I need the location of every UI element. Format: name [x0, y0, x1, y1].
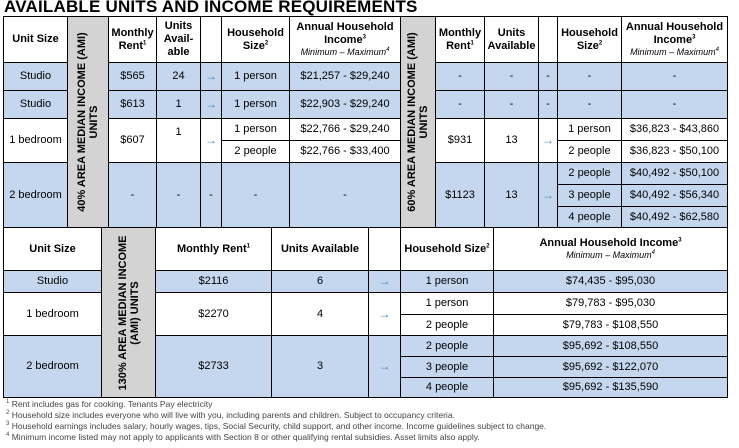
- ami40-row1-unit: Studio: [3, 62, 68, 91]
- arrow-icon: →: [200, 90, 222, 119]
- ami60-row3-income2: $36,823 - $50,100: [621, 140, 728, 163]
- ami40-row2-rent: $613: [108, 90, 157, 119]
- header-units-avail-40: Units Avail-able: [156, 16, 201, 63]
- ami130-row2-rent: $2270: [155, 292, 272, 336]
- ami60-row2-rent: -: [435, 90, 485, 119]
- ami40-row4-income: -: [289, 162, 401, 228]
- ami130-row2-income2: $79,783 - $108,550: [493, 314, 728, 336]
- ami60-row4-units: 13: [484, 162, 539, 228]
- ami130-row1-unit: Studio: [3, 270, 102, 293]
- ami40-row1-rent: $565: [108, 62, 157, 91]
- ami130-row1-income: $74,435 - $95,030: [493, 270, 728, 293]
- header-annual-income-130: Annual Household Income$^3$ Minimum – Maximum$^4$: [493, 227, 728, 271]
- ami60-row4-income3: $40,492 - $62,580: [621, 206, 728, 228]
- arrow-icon: →: [200, 118, 222, 163]
- ami60-row1-arrow: -: [538, 62, 558, 91]
- ami40-row1-income: $21,257 - $29,240: [289, 62, 401, 91]
- ami130-row3-income3: $95,692 - $135,590: [493, 377, 728, 398]
- ami130-row3-unit: 2 bedroom: [3, 335, 102, 398]
- header-arrow-spacer-40: [200, 16, 222, 63]
- header-annual-income-60: Annual Household Income$^3$ Minimum – Maximum$^4$: [621, 16, 728, 63]
- ami40-row3-income1: $22,766 - $29,240: [289, 118, 401, 141]
- ami-130-label-cell: [101, 227, 156, 398]
- ami130-row2-unit: 1 bedroom: [3, 292, 102, 336]
- ami40-row3-unit: 1 bedroom: [3, 118, 68, 163]
- ami130-row1-hh: 1 person: [400, 270, 494, 293]
- ami40-row4-unit: 2 bedroom: [3, 162, 68, 228]
- ami40-row2-income: $22,903 - $29,240: [289, 90, 401, 119]
- footnote-1: $^1$ Rent includes gas for cooking. Tenants Pay electricity: [6, 399, 213, 409]
- arrow-icon: →: [368, 335, 401, 398]
- ami40-row3-hh2: 2 people: [221, 140, 290, 163]
- arrow-icon: →: [368, 292, 401, 336]
- ami60-row2-hh: -: [557, 90, 622, 119]
- arrow-icon: →: [538, 118, 558, 163]
- footnotes: [6, 399, 546, 443]
- ami40-row2-hh: 1 person: [221, 90, 290, 119]
- ami60-row4-hh2: 3 people: [557, 184, 622, 207]
- page-title: AVAILABLE UNITS AND INCOME REQUIREMENTS: [4, 0, 418, 16]
- ami60-row3-hh2: 2 people: [557, 140, 622, 163]
- ami130-row3-income2: $95,692 - $122,070: [493, 356, 728, 378]
- header-units-available-60: Units Available: [484, 16, 539, 63]
- ami-60-label: 60% AREA MEDIAN INCOME (AMI) UNITS: [406, 32, 430, 212]
- header-household-size-40: Household Size$^2$: [221, 16, 290, 63]
- ami60-row4-hh3: 4 people: [557, 206, 622, 228]
- ami60-row4-income1: $40,492 - $50,100: [621, 162, 728, 185]
- header-arrow-spacer-60: [538, 16, 558, 63]
- ami40-row4-rent: -: [108, 162, 157, 228]
- header-monthly-rent-40: Monthly Rent$^1$: [108, 16, 157, 63]
- ami130-row1-rent: $2116: [155, 270, 272, 293]
- ami40-row1-hh: 1 person: [221, 62, 290, 91]
- ami40-row2-unit: Studio: [3, 90, 68, 119]
- ami130-row2-units: 4: [271, 292, 369, 336]
- ami-40-label: 40% AREA MEDIAN INCOME (AMI) UNITS: [76, 32, 100, 212]
- ami130-row2-hh1: 1 person: [400, 292, 494, 315]
- ami60-row1-hh: -: [557, 62, 622, 91]
- ami-40-label-cell: [67, 16, 109, 228]
- ami40-row3-income2: $22,766 - $33,400: [289, 140, 401, 163]
- ami60-row4-rent: $1123: [435, 162, 485, 228]
- ami60-row2-arrow: -: [538, 90, 558, 119]
- ami60-row3-units: 13: [484, 118, 539, 163]
- ami40-row2-units: 1: [156, 90, 201, 119]
- ami40-row4-arrow: -: [200, 162, 222, 228]
- ami130-row3-hh3: 4 people: [400, 377, 494, 398]
- header-household-size-60: Household Size$^2$: [557, 16, 622, 63]
- ami40-row1-units: 24: [156, 62, 201, 91]
- footnote-2: $^2$ Household size includes everyone who will live with you, including parents and children. Subject to occupancy criteria.: [6, 410, 455, 420]
- header-annual-income-40: Annual Household Income$^3$ Minimum – Maximum$^4$: [289, 16, 401, 63]
- ami60-row3-income1: $36,823 - $43,860: [621, 118, 728, 141]
- ami130-row2-hh2: 2 people: [400, 314, 494, 336]
- ami60-row2-units: -: [484, 90, 539, 119]
- ami40-row3-hh1: 1 person: [221, 118, 290, 141]
- ami130-row3-units: 3: [271, 335, 369, 398]
- ami130-row3-rent: $2733: [155, 335, 272, 398]
- footnote-4: $^4$ Minimum income listed may not apply to applicants with Section 8 or other qualifying rental subsidies. Asset limits also apply.: [6, 432, 480, 442]
- ami-60-label-cell: [400, 16, 436, 228]
- ami60-row1-income: -: [621, 62, 728, 91]
- ami40-row3-units: 1: [156, 118, 201, 163]
- arrow-icon: →: [538, 162, 558, 228]
- ami130-row3-hh2: 3 people: [400, 356, 494, 378]
- ami40-row4-hh: -: [221, 162, 290, 228]
- ami130-row1-units: 6: [271, 270, 369, 293]
- ami40-row4-units: -: [156, 162, 201, 228]
- header-unit-size-40: Unit Size: [3, 16, 68, 63]
- header-arrow-spacer-130: [368, 227, 401, 271]
- ami130-row2-income1: $79,783 - $95,030: [493, 292, 728, 315]
- ami130-row3-income1: $95,692 - $108,550: [493, 335, 728, 357]
- header-monthly-rent-130: Monthly Rent$^1$: [155, 227, 272, 271]
- ami130-row3-hh1: 2 people: [400, 335, 494, 357]
- ami60-row3-hh1: 1 person: [557, 118, 622, 141]
- footnote-3: $^3$ Household earnings includes salary, hourly wages, tips, Social Security, child support, and other income. Income guidelines subject to change.: [6, 421, 547, 431]
- arrow-icon: →: [200, 62, 222, 91]
- ami60-row3-rent: $931: [435, 118, 485, 163]
- ami60-row1-units: -: [484, 62, 539, 91]
- ami60-row2-income: -: [621, 90, 728, 119]
- header-household-size-130: Household Size$^2$: [400, 227, 494, 271]
- ami60-row4-income2: $40,492 - $56,340: [621, 184, 728, 207]
- ami60-row4-hh1: 2 people: [557, 162, 622, 185]
- header-unit-size-130: Unit Size: [3, 227, 102, 271]
- ami-130-label: 130% AREA MEDIAN INCOME (AMI) UNITS: [116, 234, 141, 391]
- arrow-icon: →: [368, 270, 401, 293]
- ami40-row3-rent: $607: [108, 118, 157, 163]
- header-units-available-130: Units Available: [271, 227, 369, 271]
- ami60-row1-rent: -: [435, 62, 485, 91]
- header-monthly-rent-60: Monthly Rent$^1$: [435, 16, 485, 63]
